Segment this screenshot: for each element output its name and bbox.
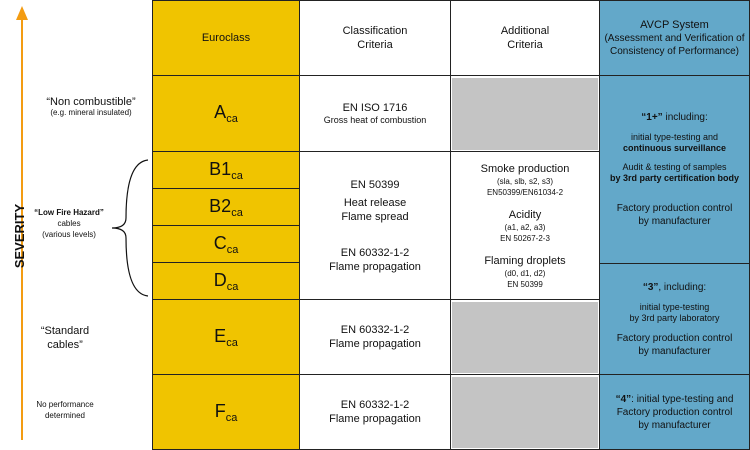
droplets-standard: EN 50399 — [507, 279, 543, 289]
avcp-1plus-title-rest: including: — [662, 112, 708, 123]
class-a — [152, 76, 300, 152]
class-f-sub: ca — [225, 411, 238, 424]
bracket-icon — [108, 158, 152, 298]
avcp-system-3 — [600, 264, 750, 375]
class-d-sub: ca — [226, 280, 239, 293]
criteria-bd-standard2: EN 60332-1-2 — [340, 246, 410, 259]
criteria-f — [300, 375, 451, 450]
severity-label: SEVERITY — [12, 203, 27, 269]
criteria-e-standard: EN 60332-1-2 — [340, 324, 410, 336]
smoke-standard: EN50399/EN61034-2 — [486, 187, 564, 197]
additional-f — [451, 375, 600, 450]
label-low-fire-hazard-rest: cables — [57, 219, 81, 228]
droplets-levels: (d0, d1, d2) — [504, 268, 546, 278]
smoke-levels: (sla, slb, s2, s3) — [496, 176, 553, 186]
criteria-bd-heat: Heat release — [343, 196, 407, 209]
avcp-1plus-line-a: initial type-testing and — [630, 132, 719, 142]
criteria-bd-spread: Flame spread — [341, 210, 409, 223]
label-low-fire-hazard — [28, 207, 110, 240]
header-additional-line2: Criteria — [507, 39, 543, 51]
avcp-4-title-rest: : initial type-testing and — [631, 393, 734, 405]
header-classification-line2: Criteria — [357, 39, 393, 51]
criteria-b-d — [300, 152, 451, 300]
class-b1 — [152, 152, 300, 189]
avcp-1plus-line-b: continuous surveillance — [622, 143, 727, 153]
class-e — [152, 300, 300, 375]
class-a-sub: ca — [226, 113, 238, 125]
class-d-main: D — [213, 269, 227, 290]
header-classification — [300, 0, 451, 76]
header-avcp-line1: AVCP System — [640, 19, 709, 31]
smoke-title: Smoke production — [480, 162, 570, 175]
avcp-3-line-c: Factory production control — [616, 332, 733, 344]
criteria-bd-standard1: EN 50399 — [350, 178, 400, 191]
avcp-3-title: “3” — [642, 281, 659, 293]
acidity-standard: EN 50267-2-3 — [500, 233, 550, 243]
label-standard-line2: cables” — [47, 339, 83, 351]
acidity-levels: (a1, a2, a3) — [504, 222, 546, 232]
class-f-main: F — [214, 400, 226, 421]
class-b2-sub: ca — [231, 206, 243, 219]
header-avcp-line3: Consistency of Performance) — [610, 46, 739, 57]
label-standard-cables — [30, 324, 100, 352]
label-no-perf-line2: determined — [44, 411, 86, 420]
avcp-1plus-line-f: by manufacturer — [638, 216, 711, 227]
label-no-perf-line1: No performance — [36, 400, 94, 409]
header-euroclass — [152, 0, 300, 76]
additional-e — [451, 300, 600, 375]
criteria-a-desc: Gross heat of combustion — [323, 115, 427, 125]
header-avcp-line2: (Assessment and Verification of — [604, 33, 745, 44]
class-c — [152, 226, 300, 263]
header-additional-line1: Additional — [500, 25, 550, 37]
avcp-3-line-b: by 3rd party laboratory — [629, 312, 720, 323]
avcp-1plus-line-d: by 3rd party certification body — [609, 173, 740, 183]
class-d — [152, 263, 300, 300]
class-a-main: A — [214, 102, 227, 122]
class-b2 — [152, 189, 300, 226]
additional-b-d — [451, 152, 600, 300]
class-b2-main: B2 — [209, 195, 232, 216]
avcp-system-4 — [600, 375, 750, 450]
additional-f-na — [452, 377, 598, 448]
avcp-1plus-line-e: Factory production control — [616, 203, 733, 214]
criteria-bd-propagation: Flame propagation — [329, 260, 421, 273]
criteria-e-desc: Flame propagation — [329, 338, 421, 350]
label-non-combustible — [30, 96, 152, 117]
class-e-main: E — [214, 325, 227, 346]
avcp-1plus-title: “1+” — [641, 112, 663, 123]
acidity-title: Acidity — [508, 208, 542, 221]
class-c-main: C — [213, 232, 227, 253]
avcp-system-1plus — [600, 76, 750, 264]
avcp-4-line-b: Factory production control — [616, 406, 733, 418]
avcp-3-line-d: by manufacturer — [638, 345, 711, 357]
header-euroclass-text: Euroclass — [201, 32, 251, 44]
class-e-sub: ca — [226, 336, 238, 349]
additional-a-na — [452, 78, 598, 150]
criteria-f-desc: Flame propagation — [329, 413, 421, 425]
label-non-combustible-note: (e.g. mineral insulated) — [50, 108, 132, 117]
header-classification-line1: Classification — [342, 25, 408, 37]
avcp-4-title: “4” — [615, 393, 632, 405]
additional-e-na — [452, 302, 598, 373]
avcp-1plus-line-c: Audit & testing of samples — [622, 162, 727, 172]
criteria-a — [300, 76, 451, 152]
label-low-fire-hazard-bold: “Low Fire Hazard” — [34, 208, 104, 217]
criteria-a-standard: EN ISO 1716 — [342, 102, 408, 114]
criteria-f-standard: EN 60332-1-2 — [340, 399, 410, 411]
label-standard-line1: “Standard — [40, 325, 90, 337]
additional-a — [451, 76, 600, 152]
header-avcp — [600, 0, 750, 76]
header-additional — [451, 0, 600, 76]
label-low-fire-hazard-note: (various levels) — [42, 230, 96, 239]
class-f — [152, 375, 300, 450]
label-no-performance — [30, 399, 100, 421]
avcp-3-line-a: initial type-testing — [639, 301, 710, 312]
class-b1-sub: ca — [231, 169, 243, 182]
label-non-combustible-title: “Non combustible” — [46, 96, 136, 108]
avcp-3-title-rest: , including: — [658, 281, 707, 293]
class-b1-main: B1 — [209, 158, 232, 179]
class-c-sub: ca — [226, 243, 239, 256]
avcp-4-line-c: by manufacturer — [638, 419, 711, 431]
droplets-title: Flaming droplets — [484, 254, 566, 267]
criteria-e — [300, 300, 451, 375]
severity-arrow-head — [16, 6, 28, 20]
